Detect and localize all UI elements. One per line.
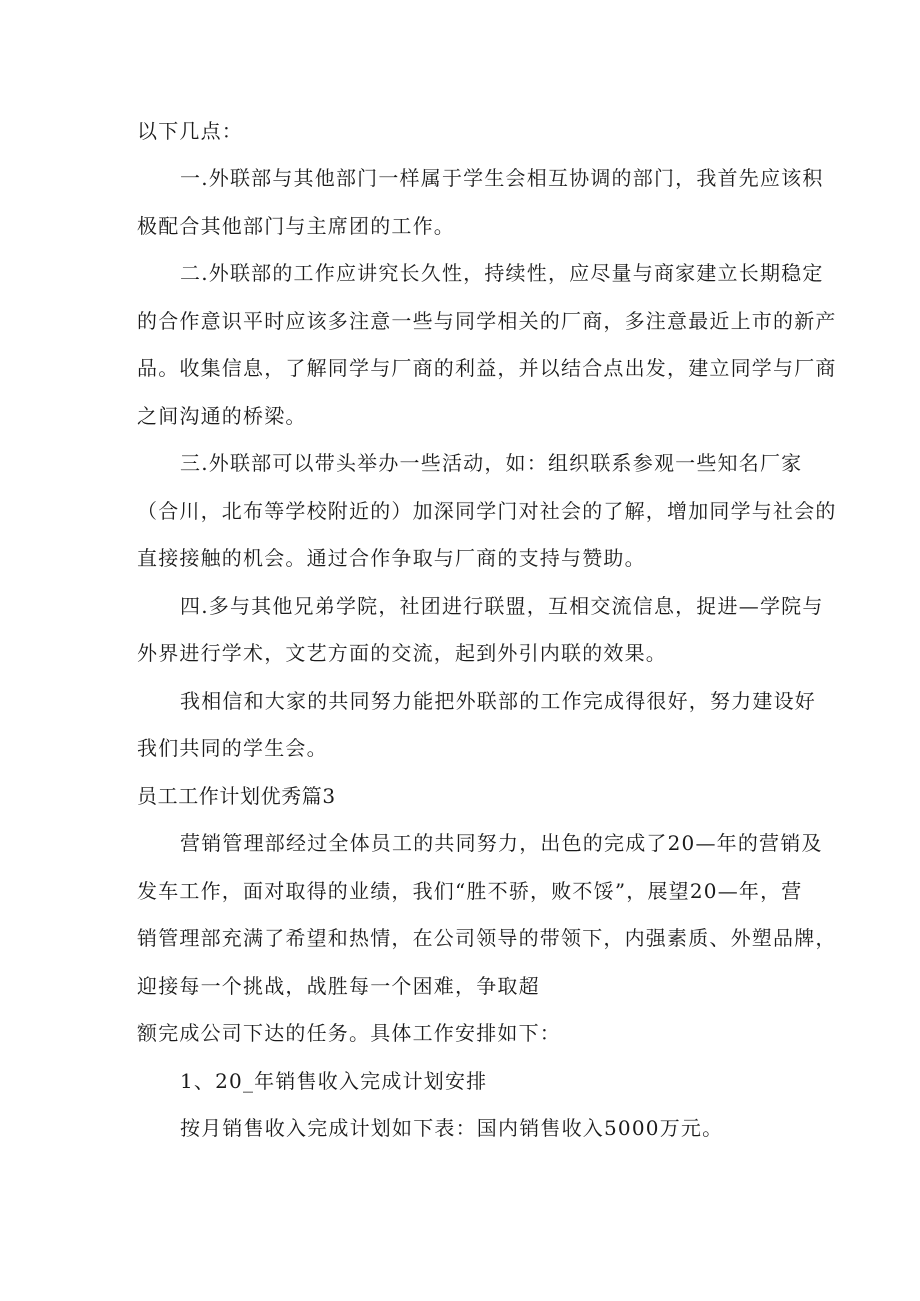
list-item-heading: 1、20_年销售收入完成计划安排 [180,1069,488,1093]
paragraph-line: 极配合其他部门与主席团的工作。 [137,214,455,238]
paragraph-line: 的合作意识平时应该多注意一些与同学相关的厂商，多注意最近上市的新产 [137,309,837,333]
paragraph-line: 我相信和大家的共同努力能把外联部的工作完成得很好，努力建设好 [180,689,816,713]
paragraph-line: 发车工作，面对取得的业绩，我们“胜不骄，败不馁”，展望20—年，营 [137,879,803,903]
paragraph-line: （合川，北布等学校附近的）加深同学门对社会的了解，增加同学与社会的 [137,499,837,523]
paragraph-line: 品。收集信息，了解同学与厂商的利益，并以结合点出发，建立同学与厂商 [137,356,837,380]
paragraph-line: 按月销售收入完成计划如下表：国内销售收入5000万元。 [180,1116,724,1140]
paragraph-line: 一.外联部与其他部门一样属于学生会相互协调的部门，我首先应该积 [180,166,824,190]
paragraph-line: 外界进行学术，文艺方面的交流，起到外引内联的效果。 [137,641,667,665]
paragraph-line: 营销管理部经过全体员工的共同努力，出色的完成了20—年的营销及 [180,831,823,855]
paragraph-line: 三.外联部可以带头举办一些活动，如：组织联系参观一些知名厂家 [180,451,803,475]
paragraph-line: 销管理部充满了希望和热情，在公司领导的带领下，内强素质、外塑品牌， [137,926,837,950]
paragraph-line: 直接接触的机会。通过合作争取与厂商的支持与赞助。 [137,546,646,570]
paragraph-line: 四.多与其他兄弟学院，社团进行联盟，互相交流信息，捉进—学院与 [180,594,824,618]
paragraph-line: 我们共同的学生会。 [137,736,328,760]
paragraph-line: 迎接每一个挑战，战胜每一个困难，争取超 [137,974,540,998]
paragraph-line: 二.外联部的工作应讲究长久性，持续性，应尽量与商家建立长期稳定 [180,261,824,285]
paragraph-line: 以下几点： [137,119,243,143]
paragraph-line: 之间沟通的桥梁。 [137,404,307,428]
paragraph-line: 额完成公司下达的任务。具体工作安排如下： [137,1021,561,1045]
section-heading: 员工工作计划优秀篇3 [137,784,336,808]
